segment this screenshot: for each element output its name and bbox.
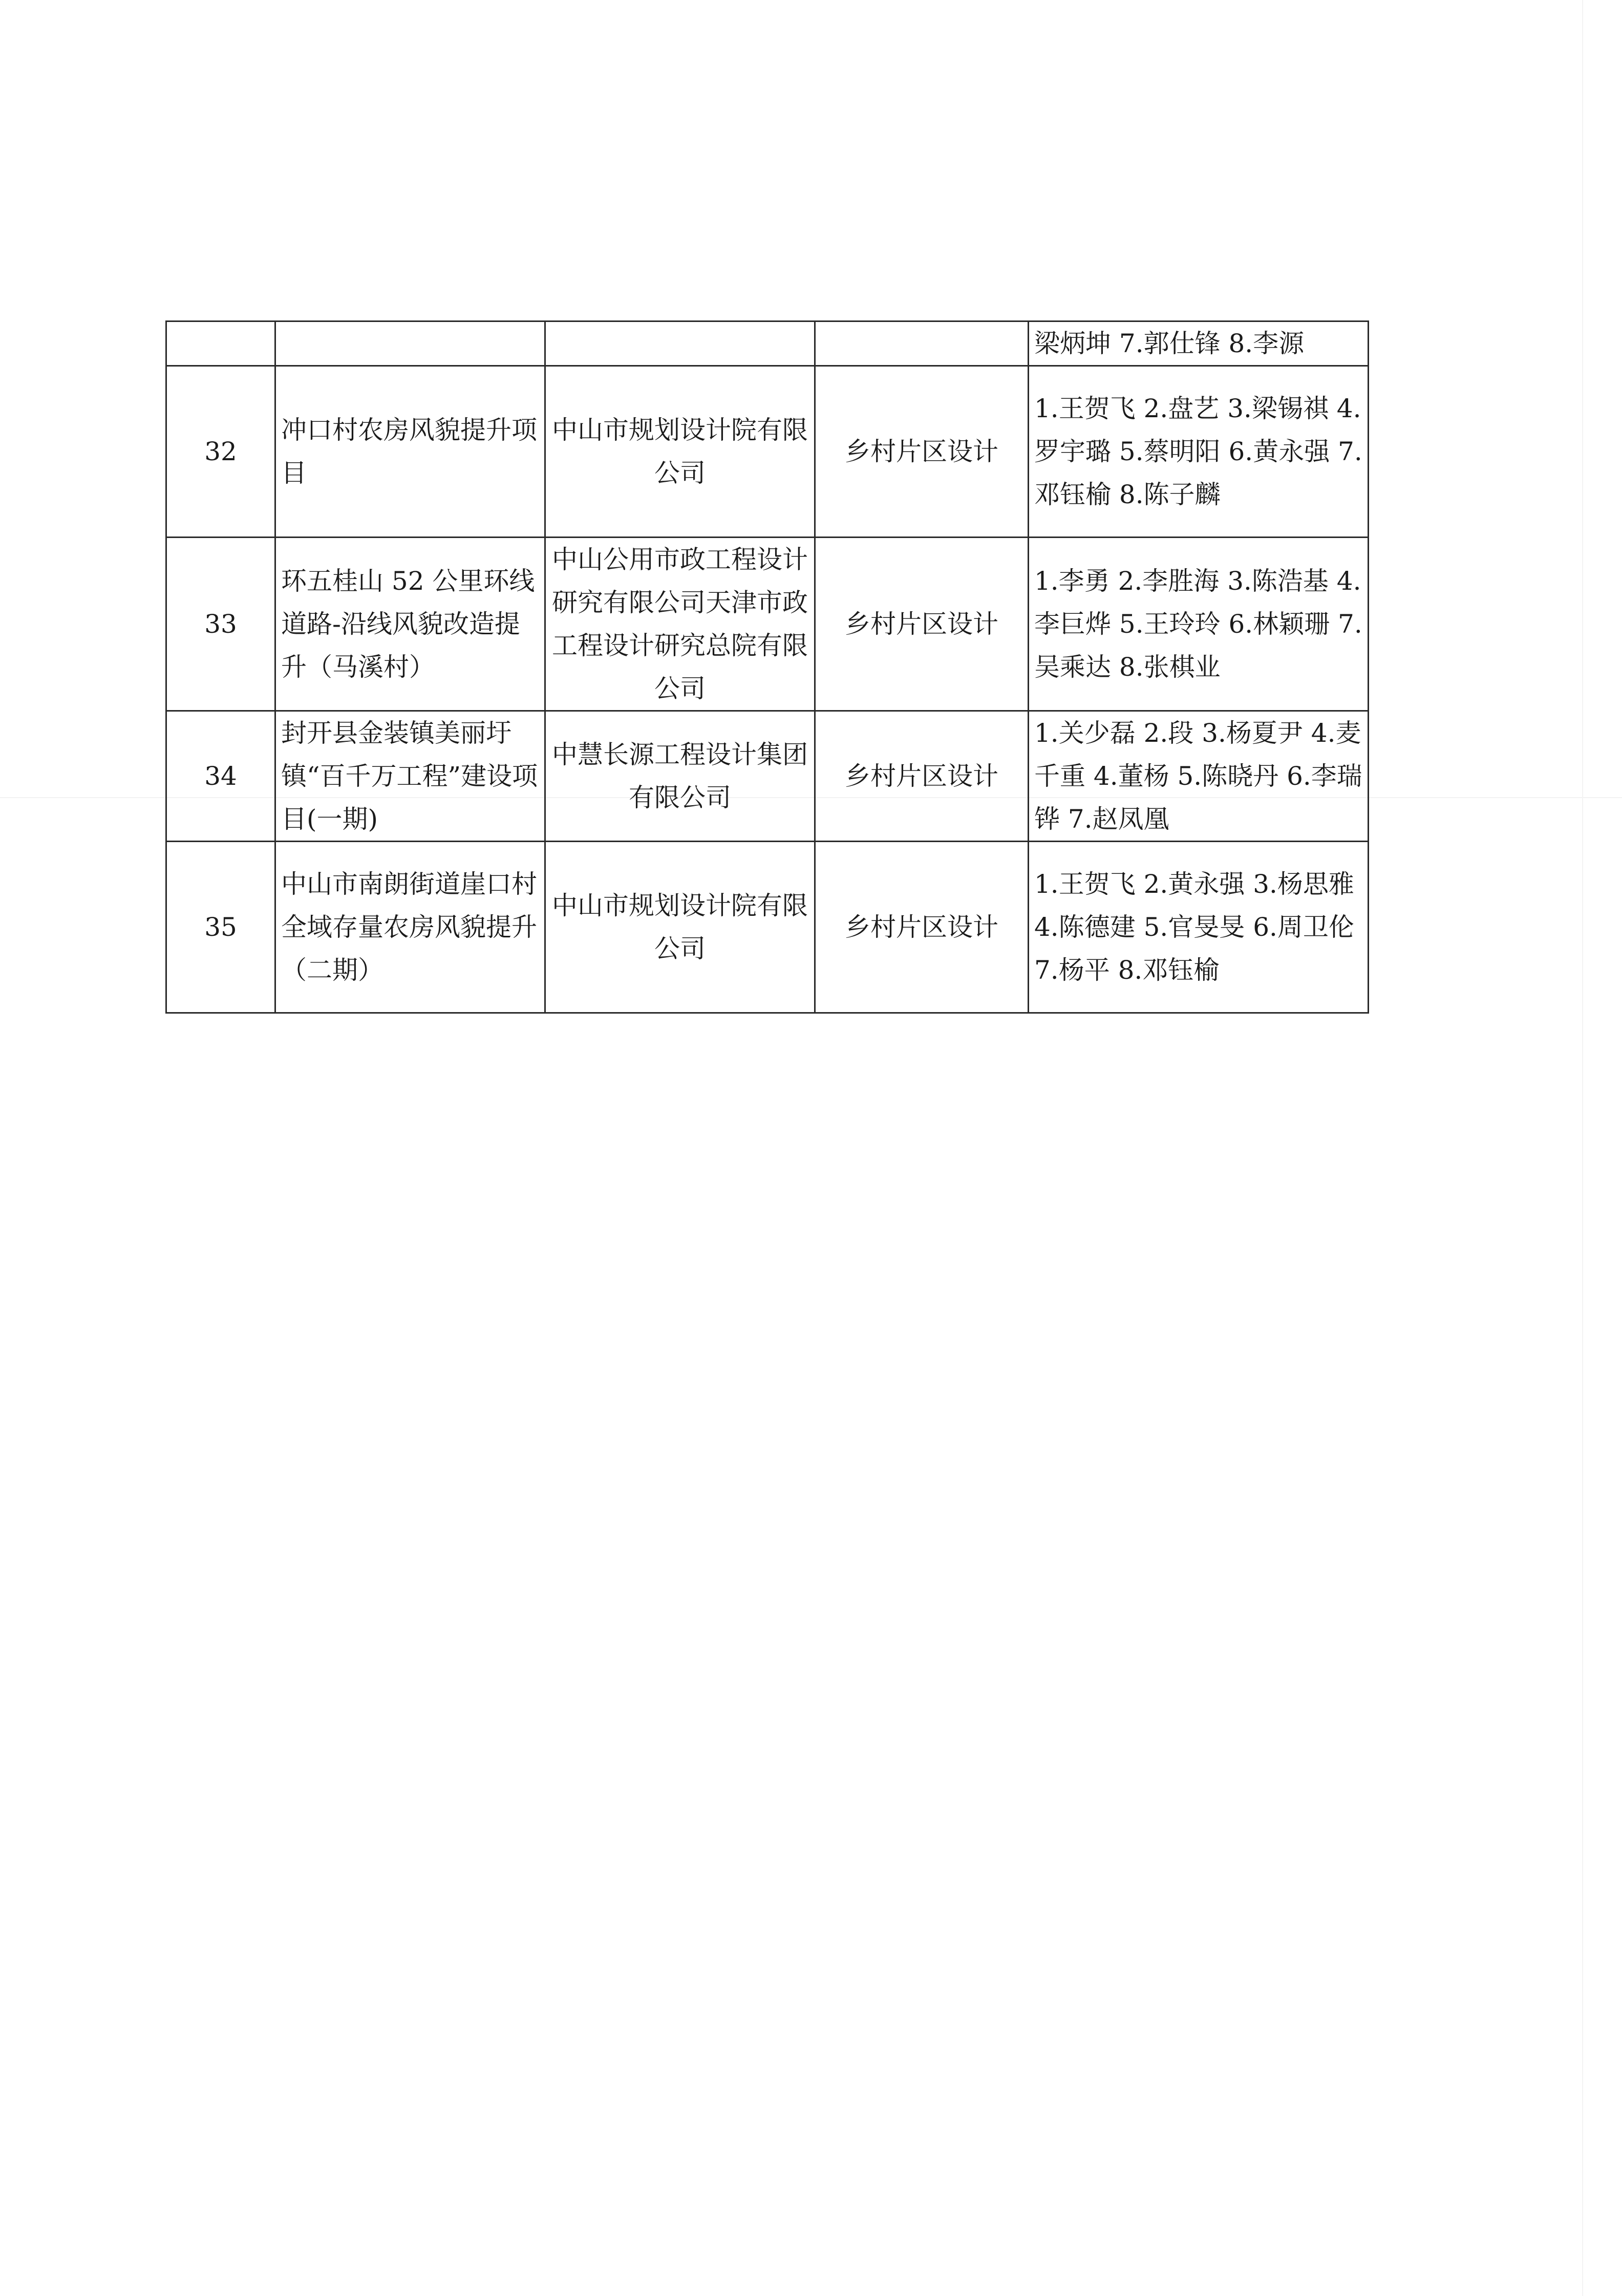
project-name-cell: 封开县金装镇美丽圩镇“百千万工程”建设项目(一期) (275, 711, 545, 842)
table-row-continuation (166, 321, 1369, 366)
award-list-table (165, 320, 1369, 1014)
project-name-cell: 中山市南朗街道崖口村全域存量农房风貌提升（二期） (275, 842, 545, 1013)
scan-edge-line (1582, 0, 1583, 2296)
project-name-cell: 冲口村农房风貌提升项目 (275, 366, 545, 538)
category-cell: 乡村片区设计 (815, 711, 1029, 842)
table-row (166, 711, 1369, 842)
project-name-cell: 环五桂山 52 公里环线道路-沿线风貌改造提升（马溪村） (275, 538, 545, 711)
category-cell (815, 321, 1029, 366)
people-cell: 1.关少磊 2.段 3.杨夏尹 4.麦千重 4.董杨 5.陈晓丹 6.李瑞铧 7.赵凤凰 (1029, 711, 1369, 842)
table-row (166, 842, 1369, 1013)
organization-cell: 中慧长源工程设计集团有限公司 (545, 711, 815, 842)
category-cell: 乡村片区设计 (815, 366, 1029, 538)
row-number-cell: 35 (166, 842, 275, 1013)
people-cell: 1.李勇 2.李胜海 3.陈浩基 4.李巨烨 5.王玲玲 6.林颖珊 7.吴乘达 8.张棋业 (1029, 538, 1369, 711)
row-number-cell (166, 321, 275, 366)
organization-cell: 中山公用市政工程设计研究有限公司天津市政工程设计研究总院有限公司 (545, 538, 815, 711)
category-cell: 乡村片区设计 (815, 842, 1029, 1013)
people-cell: 1.王贺飞 2.黄永强 3.杨思雅 4.陈德建 5.官旻旻 6.周卫伦 7.杨平 8.邓钰榆 (1029, 842, 1369, 1013)
organization-cell: 中山市规划设计院有限公司 (545, 366, 815, 538)
row-number-cell: 32 (166, 366, 275, 538)
table-row (166, 366, 1369, 538)
table-row (166, 538, 1369, 711)
row-number-cell: 34 (166, 711, 275, 842)
organization-cell (545, 321, 815, 366)
people-cell: 梁炳坤 7.郭仕锋 8.李源 (1029, 321, 1369, 366)
organization-cell: 中山市规划设计院有限公司 (545, 842, 815, 1013)
row-number-cell: 33 (166, 538, 275, 711)
project-name-cell (275, 321, 545, 366)
category-cell: 乡村片区设计 (815, 538, 1029, 711)
people-cell: 1.王贺飞 2.盘艺 3.梁锡祺 4.罗宇璐 5.蔡明阳 6.黄永强 7.邓钰榆 8.陈子麟 (1029, 366, 1369, 538)
